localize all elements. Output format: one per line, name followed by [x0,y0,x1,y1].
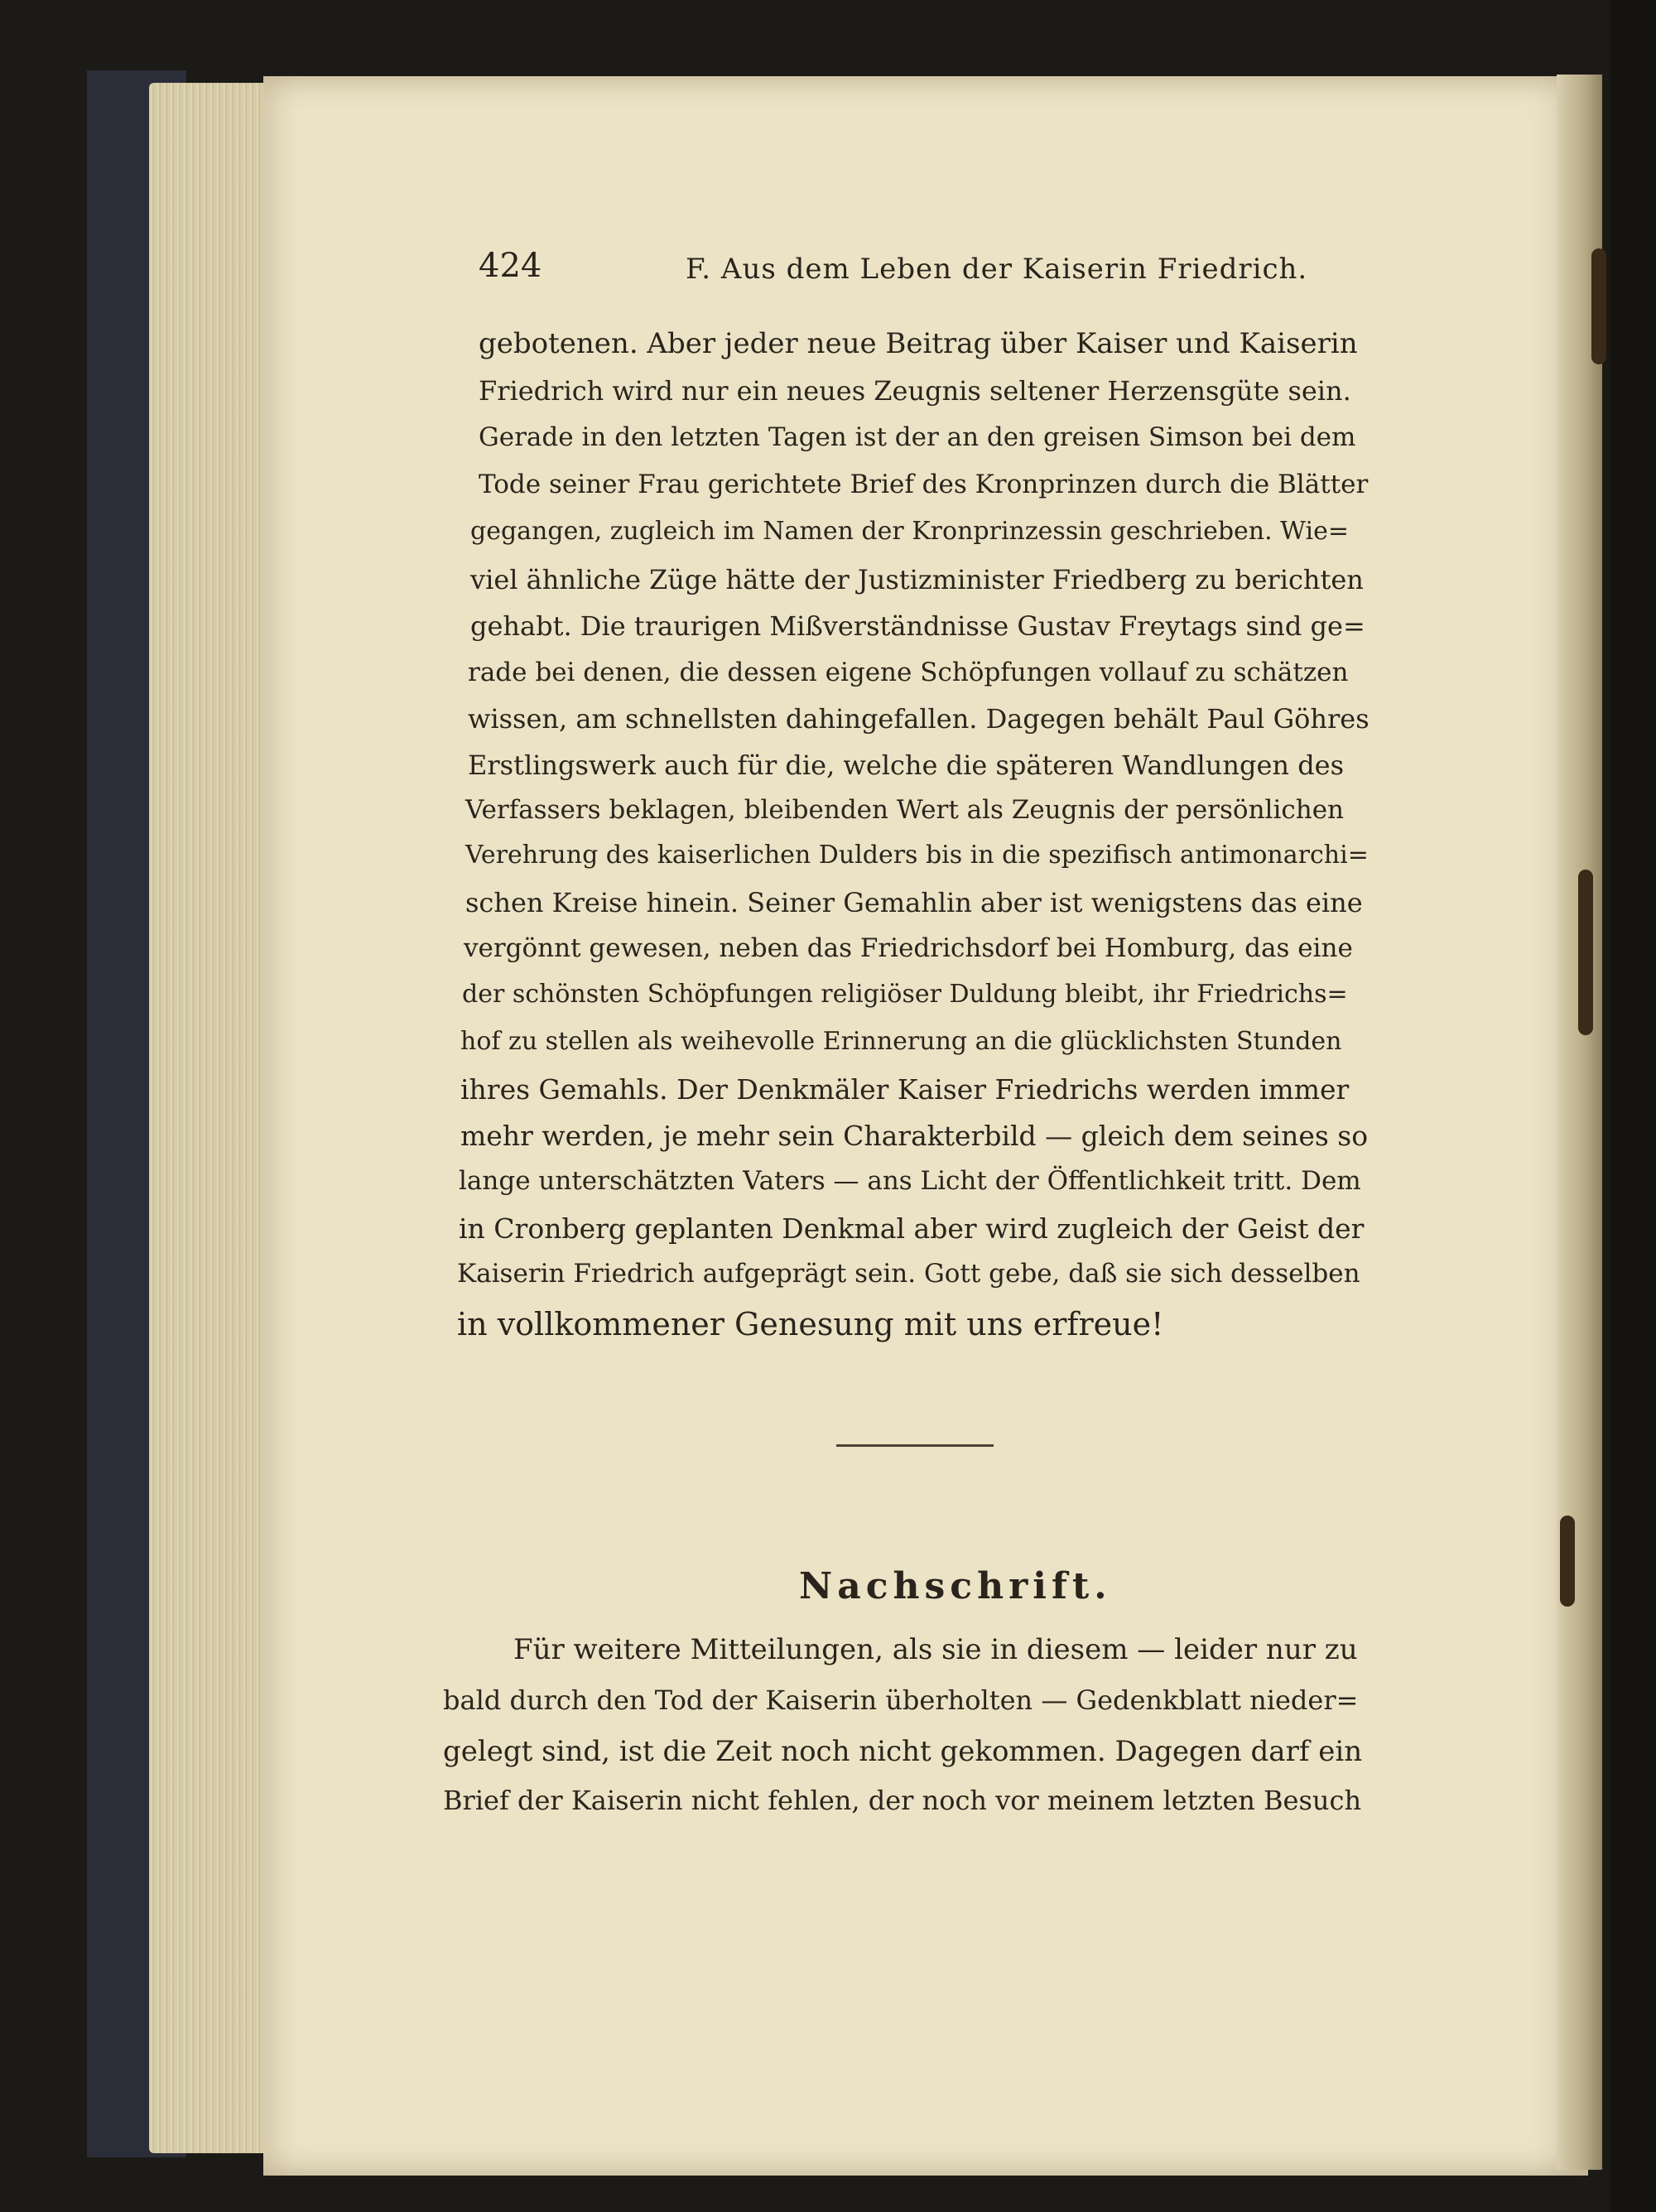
binding-stitch-2 [1578,870,1593,1035]
body-line: viel ähnliche Züge hätte der Justizminister Friedberg zu berichten [470,564,1364,595]
body-line: gehabt. Die traurigen Mißverständnisse Gustav Freytags sind ge= [470,610,1365,642]
running-head: F. Aus dem Leben der Kaiserin Friedrich. [686,253,1308,286]
binding-stitch-1 [1591,248,1606,364]
body-line: mehr werden, je mehr sein Charakterbild — gleich dem seines so [460,1120,1369,1152]
postscript-line: bald durch den Tod der Kaiserin überholten — Gedenkblatt nieder= [443,1684,1359,1716]
body-line: wissen, am schnellsten dahingefallen. Dagegen behält Paul Göhres [468,703,1370,735]
body-line: Gerade in den letzten Tagen ist der an den greisen Simson bei dem [479,422,1356,452]
binding-stitch-3 [1560,1516,1575,1607]
body-line: Tode seiner Frau gerichtete Brief des Kronprinzen durch die Blätter [479,470,1369,499]
body-line: Verfassers beklagen, bleibenden Wert als Zeugnis der persönlichen [465,795,1345,825]
body-line: Friedrich wird nur ein neues Zeugnis seltener Herzensgüte sein. [479,375,1351,407]
body-line: hof zu stellen als weihevolle Erinnerung an die glücklichsten Stunden [460,1027,1342,1056]
body-line: in vollkommener Genesung mit uns erfreue! [457,1306,1164,1342]
body-line: ihres Gemahls. Der Denkmäler Kaiser Friedrichs werden immer [460,1073,1350,1106]
body-line: lange unterschätzten Vaters — ans Licht der Öffentlichkeit tritt. Dem [459,1166,1361,1196]
body-line: gegangen, zugleich im Namen der Kronprinzessin geschrieben. Wie= [470,517,1349,546]
body-line: Verehrung des kaiserlichen Dulders bis in die spezifisch antimonarchi= [465,841,1369,870]
body-line: der schönsten Schöpfungen religiöser Duldung bleibt, ihr Friedrichs= [462,980,1348,1009]
body-line: in Cronberg geplanten Denkmal aber wird zugleich der Geist der [459,1212,1365,1245]
body-line: Erstlingswerk auch für die, welche die späteren Wandlungen des [468,749,1345,781]
postscript-title: Nachschrift. [799,1565,1112,1607]
body-line: Kaiserin Friedrich aufgeprägt sein. Gott gebe, daß sie sich desselben [457,1259,1360,1289]
binding-gutter [1557,75,1602,2170]
postscript-line: Brief der Kaiserin nicht fehlen, der noch vor meinem letzten Besuch [443,1785,1362,1816]
page-number: 424 [479,247,542,285]
body-line: gebotenen. Aber jeder neue Beitrag über Kaiser und Kaiserin [479,327,1358,360]
binding-shadow [1610,0,1656,2212]
section-divider [836,1444,994,1447]
body-line: rade bei denen, die dessen eigene Schöpfungen vollauf zu schätzen [468,658,1349,687]
postscript-line: Für weitere Mitteilungen, als sie in diesem — leider nur zu [513,1633,1358,1666]
body-line: schen Kreise hinein. Seiner Gemahlin aber ist wenigstens das eine [465,887,1363,918]
postscript-line: gelegt sind, ist die Zeit noch nicht gekommen. Dagegen darf ein [443,1735,1363,1768]
body-line: vergönnt gewesen, neben das Friedrichsdorf bei Homburg, das eine [464,933,1353,963]
